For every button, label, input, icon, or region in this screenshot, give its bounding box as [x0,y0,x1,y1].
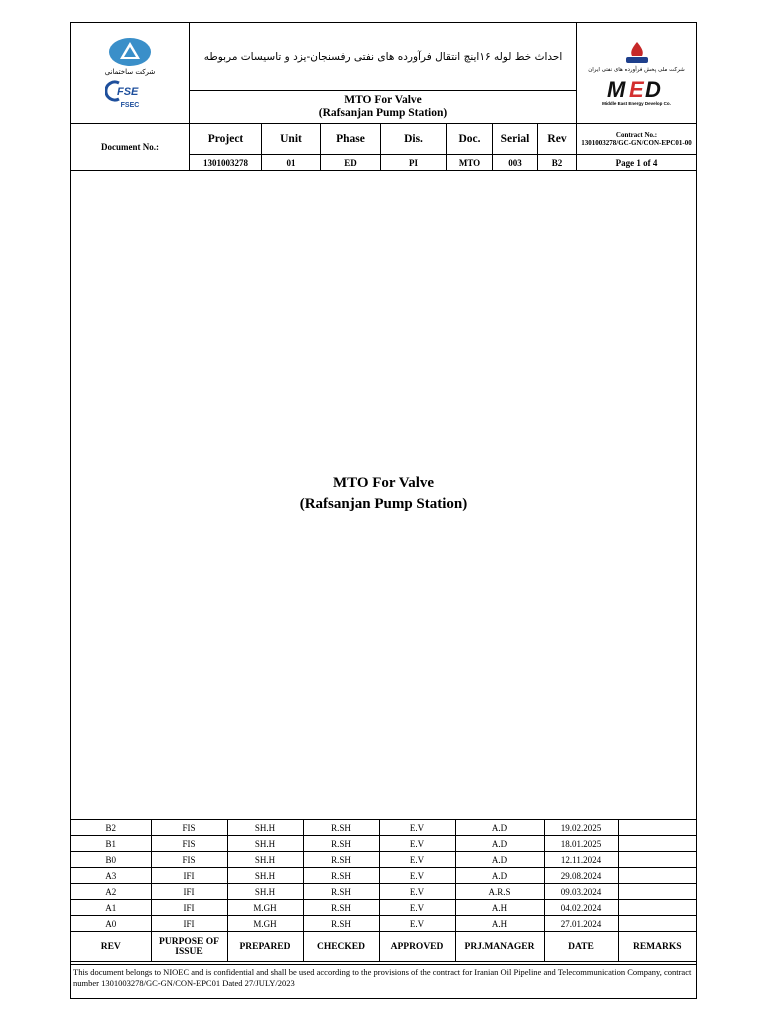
val-rev: B2 [538,155,577,170]
confidentiality-notice: This document belongs to NIOEC and is confidential and shall be used according to the provisions of the contract for Iranian Oil Pipeline and Telecommunication Company, contract number 1301003278/GC-GN/CON-EPC01 Dated 27/JULY/2023 [73,967,692,988]
doc-title-cell [190,91,577,124]
revision-cell: A.D [455,852,544,868]
revision-cell: R.SH [303,884,379,900]
revision-cell: FIS [151,852,227,868]
col-project: Project [190,124,262,155]
revision-cell [618,900,696,916]
revision-cell: FIS [151,836,227,852]
col-phase: Phase [321,124,381,155]
project-title-persian: احداث خط لوله ۱۶اینچ انتقال فرآورده های نفتی رفسنجان-یزد و تاسیسات مربوطه [190,23,577,91]
revision-cell: 12.11.2024 [544,852,618,868]
revision-table [71,819,696,962]
col-doc: Doc. [447,124,493,155]
contract-number: 1301003278/GC-GN/CON-EPC01-00 [581,139,692,147]
revision-cell [618,820,696,836]
svg-text:D: D [644,77,661,101]
revision-cell: R.SH [303,836,379,852]
col-rev: Rev [538,124,577,155]
revision-row [71,820,696,836]
revision-cell: B1 [71,836,151,852]
doc-title-line2: (Rafsanjan Pump Station) [318,107,448,119]
svg-text:FSE: FSE [117,86,139,98]
revision-cell [618,884,696,900]
revision-cell: SH.H [227,868,303,884]
footer-divider [71,964,696,965]
page-number: Page 1 of 4 [615,157,658,168]
revision-row [71,852,696,868]
revision-cell [618,852,696,868]
revision-cell: 27.01.2024 [544,916,618,932]
revision-cell: A.H [455,900,544,916]
client-logo-cell [577,23,696,124]
revision-cell: IFI [151,884,227,900]
revision-cell: R.SH [303,916,379,932]
revision-cell: IFI [151,900,227,916]
revision-cell: 19.02.2025 [544,820,618,836]
svg-text:M: M [606,77,625,101]
revision-cell: A.D [455,820,544,836]
svg-text:E: E [628,77,644,101]
revision-cell: A1 [71,900,151,916]
client-logo-text: شرکت ملی پخش فرآورده های نفتی ایران [588,67,685,73]
revision-header-row [71,932,696,962]
revision-cell: E.V [379,884,455,900]
revision-cell: E.V [379,836,455,852]
revision-cell: 18.01.2025 [544,836,618,852]
revision-header-cell: PRJ.MANAGER [455,932,544,962]
revision-header-cell: DATE [544,932,618,962]
revision-cell: A2 [71,884,151,900]
contract-label: Contract No.: [615,130,658,139]
revision-header-cell: REV [71,932,151,962]
mei-logo-icon [605,77,669,101]
revision-cell: R.SH [303,852,379,868]
revision-cell: B0 [71,852,151,868]
revision-cell: 29.08.2024 [544,868,618,884]
revision-cell [618,868,696,884]
revision-cell: A.R.S [455,884,544,900]
revision-cell [618,836,696,852]
revision-cell: IFI [151,916,227,932]
revision-cell: 09.03.2024 [544,884,618,900]
document-no-label: Document No.: [71,124,190,170]
col-dis: Dis. [381,124,447,155]
val-serial: 003 [493,155,538,170]
revision-header-cell: PREPARED [227,932,303,962]
revision-cell: M.GH [227,916,303,932]
revision-header-cell: APPROVED [379,932,455,962]
revision-header-cell: CHECKED [303,932,379,962]
revision-cell: A0 [71,916,151,932]
fsec-logo-icon [105,80,155,102]
val-unit: 01 [262,155,321,170]
revision-cell: R.SH [303,868,379,884]
revision-cell: B2 [71,820,151,836]
val-project: 1301003278 [190,155,262,170]
main-title-line1: MTO For Valve [332,475,435,491]
revision-row [71,884,696,900]
mei-subtitle: Middle East Energy Develop Co. [602,101,671,106]
revision-cell: SH.H [227,836,303,852]
contractor-logo-cell [71,23,190,124]
revision-cell: A.D [455,868,544,884]
document-sheet [70,22,697,999]
revision-cell: 04.02.2024 [544,900,618,916]
revision-cell: SH.H [227,884,303,900]
revision-cell [618,916,696,932]
revision-cell: A.H [455,916,544,932]
nioec-logo-icon [622,40,652,66]
main-title [71,473,696,515]
col-serial: Serial [493,124,538,155]
title-block [71,23,696,170]
revision-cell: M.GH [227,900,303,916]
company-logo-icon [108,37,152,67]
revision-row [71,868,696,884]
revision-cell: R.SH [303,900,379,916]
revision-cell: E.V [379,916,455,932]
revision-header-cell: REMARKS [618,932,696,962]
contractor-logo-text: شرکت ساختمانی [104,68,156,76]
main-title-line2: (Rafsanjan Pump Station) [299,496,468,512]
revision-row [71,900,696,916]
contract-no-cell [577,124,696,155]
header-divider [71,170,696,171]
revision-row [71,916,696,932]
revision-header-cell: PURPOSE OF ISSUE [151,932,227,962]
val-phase: ED [321,155,381,170]
revision-cell: E.V [379,868,455,884]
val-dis: PI [381,155,447,170]
col-unit: Unit [262,124,321,155]
revision-cell: E.V [379,852,455,868]
revision-row [71,836,696,852]
val-doc: MTO [447,155,493,170]
revision-cell: E.V [379,900,455,916]
revision-cell: IFI [151,868,227,884]
revision-cell: R.SH [303,820,379,836]
revision-cell: FIS [151,820,227,836]
revision-cell: E.V [379,820,455,836]
fsec-label: FSEC [120,102,140,109]
doc-title-line1: MTO For Valve [344,94,422,106]
revision-cell: SH.H [227,852,303,868]
revision-cell: A3 [71,868,151,884]
revision-cell: SH.H [227,820,303,836]
revision-cell: A.D [455,836,544,852]
